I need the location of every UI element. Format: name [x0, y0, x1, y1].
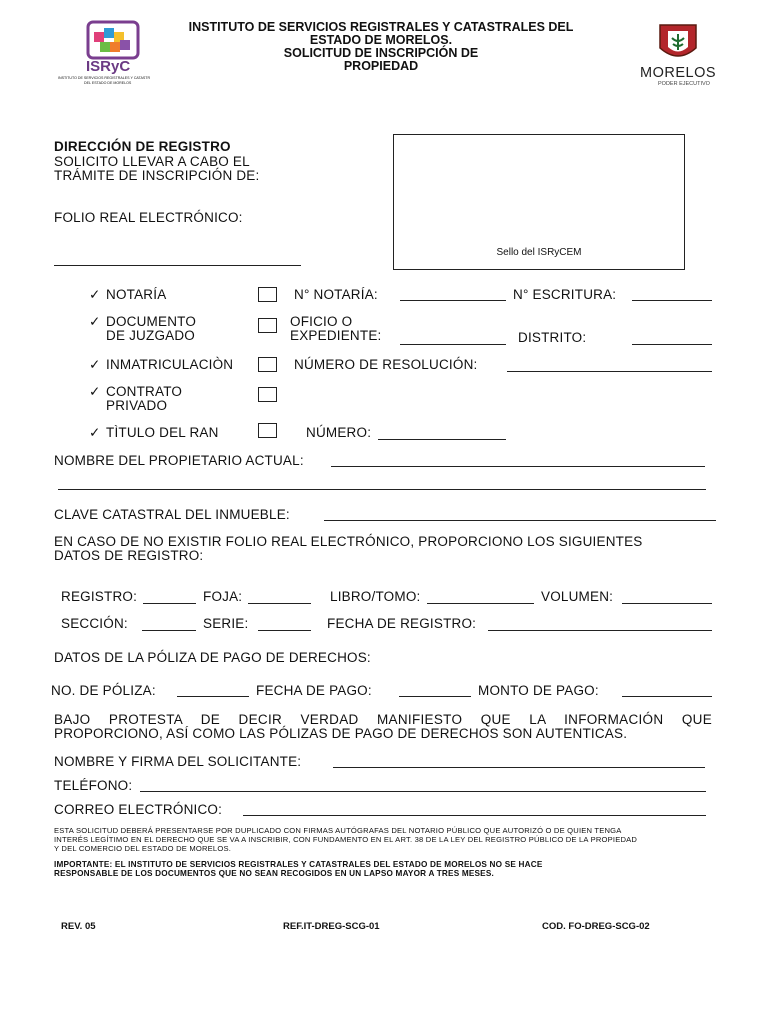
correo-label: CORREO ELECTRÓNICO: [54, 802, 223, 817]
distrito-label: DISTRITO: [518, 330, 587, 345]
propietario-line-2[interactable] [58, 489, 706, 490]
volumen-line[interactable] [622, 603, 712, 604]
intro-line-2: TRÁMITE DE INSCRIPCIÓN DE: [54, 168, 260, 183]
check-mark-icon: ✓ [89, 384, 101, 399]
fecha-pago-line[interactable] [399, 696, 471, 697]
documento-label-2: DE JUZGADO [106, 328, 196, 343]
title-line-1: INSTITUTO DE SERVICIOS REGISTRALES Y CATASTRALES DEL [188, 20, 574, 34]
footer-rev: REV. 05 [61, 921, 96, 932]
correo-line[interactable] [243, 815, 706, 816]
check-mark-icon: ✓ [89, 425, 101, 440]
poliza-heading: DATOS DE LA PÓLIZA DE PAGO DE DERECHOS: [54, 650, 371, 665]
monto-pago-line[interactable] [622, 696, 712, 697]
serie-line[interactable] [258, 630, 311, 631]
footer-ref: REF.IT-DREG-SCG-01 [283, 921, 380, 932]
isryc-cube-icon [86, 20, 140, 60]
check-mark-icon: ✓ [89, 287, 101, 302]
protesta-line-1: BAJO PROTESTA DE DECIR VERDAD MANIFIESTO QUE LA INFORMACIÓN QUE [54, 712, 712, 727]
serie-label: SERIE: [203, 616, 249, 631]
isryc-logo-text: ISRyC [86, 58, 131, 75]
no-escritura-line[interactable] [632, 300, 712, 301]
registro-label: REGISTRO: [61, 589, 138, 604]
check-mark-icon: ✓ [89, 357, 101, 372]
foja-line[interactable] [248, 603, 311, 604]
solicitante-line[interactable] [333, 767, 705, 768]
solicitante-label: NOMBRE Y FIRMA DEL SOLICITANTE: [54, 754, 302, 769]
intro-line-1: SOLICITO LLEVAR A CABO EL [54, 154, 250, 169]
clave-catastral-line[interactable] [324, 520, 716, 521]
document-title [150, 21, 612, 73]
fecha-pago-label: FECHA DE PAGO: [256, 683, 372, 698]
note-duplicado-line-2: INTERÉS LEGÍTIMO EN EL DERECHO QUE SE VA A INSCRIBIR, CON FUNDAMENTO EN EL ART. 38 DE LA LEY DEL REGISTRO PÚBLICO DE LA PROPIEDAD [54, 835, 638, 844]
sello-label: Sello del ISRyCEM [496, 247, 582, 258]
note-importante [54, 860, 714, 878]
expediente-line[interactable] [400, 344, 506, 345]
morelos-shield-icon [656, 22, 700, 64]
note-duplicado [54, 826, 714, 853]
telefono-line[interactable] [140, 791, 706, 792]
isryc-caption-2: DEL ESTADO DE MORELOS [84, 81, 132, 85]
monto-pago-label: MONTO DE PAGO: [478, 683, 599, 698]
fecha-registro-line[interactable] [488, 630, 712, 631]
contrato-label-1: CONTRATO [106, 384, 183, 399]
no-notaria-label: N° NOTARÍA: [294, 287, 378, 302]
title-line-4: PROPIEDAD [343, 59, 419, 73]
left-logo [56, 20, 156, 90]
inmatriculacion-label: INMATRICULACIÒN [106, 357, 234, 372]
no-poliza-line[interactable] [177, 696, 249, 697]
telefono-label: TELÉFONO: [54, 778, 133, 793]
numero-resolucion-label: NÚMERO DE RESOLUCIÓN: [294, 357, 478, 372]
title-line-2: ESTADO DE MORELOS. [309, 33, 453, 47]
morelos-caption: PODER EJECUTIVO [658, 81, 710, 87]
seccion-line[interactable] [142, 630, 196, 631]
numero-line[interactable] [378, 439, 506, 440]
note-importante-line-1: IMPORTANTE: EL INSTITUTO DE SERVICIOS REGISTRALES Y CATASTRALES DEL ESTADO DE MORELOS NO SE HACE [54, 860, 543, 869]
propietario-label: NOMBRE DEL PROPIETARIO ACTUAL: [54, 453, 304, 468]
note-importante-line-2: RESPONSABLE DE LOS DOCUMENTOS QUE NO SEAN RECOGIDOS EN UN LAPSO MAYOR A TRES MESES. [54, 869, 494, 878]
documento-checkbox[interactable] [258, 318, 277, 333]
morelos-logo-text: MORELOS [640, 65, 717, 81]
right-logo [636, 22, 728, 88]
notaria-checkbox[interactable] [258, 287, 277, 302]
documento-label-1: DOCUMENTO [106, 314, 197, 329]
inmatriculacion-checkbox[interactable] [258, 357, 277, 372]
titulo-ran-checkbox[interactable] [258, 423, 277, 438]
libro-label: LIBRO/TOMO: [330, 589, 421, 604]
titulo-ran-label: TÌTULO DEL RAN [106, 425, 219, 440]
sello-box [393, 134, 685, 270]
note-duplicado-line-3: Y DEL COMERCIO DEL ESTADO DE MORELOS. [54, 844, 232, 853]
clave-catastral-label: CLAVE CATASTRAL DEL INMUEBLE: [54, 507, 290, 522]
fecha-registro-label: FECHA DE REGISTRO: [327, 616, 477, 631]
seccion-label: SECCIÓN: [61, 616, 128, 631]
oficio-label-1: OFICIO O [290, 314, 353, 329]
registro-line[interactable] [143, 603, 196, 604]
registro-intro-1: EN CASO DE NO EXISTIR FOLIO REAL ELECTRÓNICO, PROPORCIONO LOS SIGUIENTES [54, 534, 643, 549]
foja-label: FOJA: [203, 589, 243, 604]
no-poliza-label: NO. DE PÓLIZA: [51, 683, 156, 698]
section-heading: DIRECCIÓN DE REGISTRO [54, 139, 231, 154]
contrato-checkbox[interactable] [258, 387, 277, 402]
folio-line[interactable] [54, 265, 301, 266]
volumen-label: VOLUMEN: [541, 589, 614, 604]
footer-cod: COD. FO-DREG-SCG-02 [542, 921, 650, 932]
numero-resolucion-line[interactable] [507, 371, 712, 372]
libro-line[interactable] [427, 603, 534, 604]
numero-label: NÚMERO: [306, 425, 372, 440]
check-mark-icon: ✓ [89, 314, 101, 329]
no-escritura-label: N° ESCRITURA: [513, 287, 617, 302]
propietario-line[interactable] [331, 466, 705, 467]
distrito-line[interactable] [632, 344, 712, 345]
isryc-caption-1: INSTITUTO DE SERVICIOS REGISTRALES Y CATASTR [58, 76, 151, 80]
note-duplicado-line-1: ESTA SOLICITUD DEBERÁ PRESENTARSE POR DUPLICADO CON FIRMAS AUTÓGRAFAS DEL NOTARIO PÚBLICO QUE AUTORIZÓ O DE QUIEN TENGA [54, 826, 622, 835]
folio-label: FOLIO REAL ELECTRÓNICO: [54, 210, 243, 225]
title-line-3: SOLICITUD DE INSCRIPCIÓN DE [283, 46, 479, 60]
contrato-label-2: PRIVADO [106, 398, 168, 413]
no-notaria-line[interactable] [400, 300, 506, 301]
oficio-label-2: EXPEDIENTE: [290, 328, 382, 343]
registro-intro-2: DATOS DE REGISTRO: [54, 548, 204, 563]
notaria-label: NOTARÍA [106, 287, 167, 302]
protesta-line-2: PROPORCIONO, ASÍ COMO LAS PÓLIZAS DE PAGO DE DERECHOS SON AUTENTICAS. [54, 726, 628, 741]
